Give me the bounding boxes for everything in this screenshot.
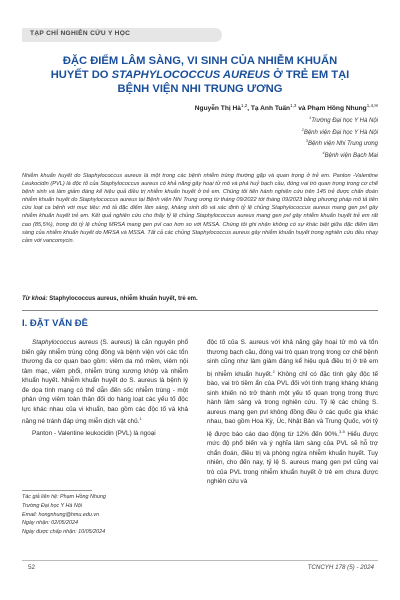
title-line-2-pre: HUYẾT DO bbox=[50, 69, 112, 81]
title-line-2 bbox=[40, 68, 360, 82]
affiliation-text: Bệnh viện Nhi Trung ương bbox=[307, 141, 378, 148]
footer-divider bbox=[22, 560, 378, 561]
keywords-label: Từ khoá: bbox=[22, 296, 48, 302]
author-list bbox=[150, 103, 378, 112]
paragraph: Panton - Valentine leukocidin (PVL) là ngoại bbox=[32, 429, 156, 437]
affiliation-num: 4 bbox=[322, 149, 325, 155]
affiliation-item bbox=[302, 149, 378, 161]
keywords-text: Staphylococcus aureus, nhiễm khuẩn huyết, trẻ em. bbox=[47, 296, 198, 302]
author-2-sup: 1,3 bbox=[290, 103, 297, 108]
article-title bbox=[40, 54, 360, 96]
citation: 3-5 bbox=[339, 428, 345, 434]
affiliation-item bbox=[302, 137, 378, 149]
affiliation-num: 2 bbox=[301, 126, 304, 132]
paragraph-text: độc tố của S. aureus với khả năng gây hoại tử mô và tổn thương bạch cầu, đóng vai trò quan trọng trong cơ chế bệnh sinh cũng như làm giảm đáng kể hiệu quả điều trị ở trẻ em bị nhiễm khuẩn huyết. bbox=[207, 339, 378, 378]
affiliation-num: 3 bbox=[305, 138, 308, 144]
title-line-2-post: Ở TRẺ EM TẠI bbox=[270, 69, 350, 81]
affiliation-text: Bệnh viện Đại học Y Hà Nội bbox=[303, 129, 378, 136]
title-species: STAPHYLOCOCCUS AUREUS bbox=[111, 69, 271, 81]
accepted-date: Ngày được chấp nhận: 10/05/2024 bbox=[22, 529, 106, 536]
paragraph bbox=[207, 338, 378, 487]
author-1-sup: 1,2 bbox=[240, 103, 248, 108]
paragraph bbox=[22, 338, 188, 427]
corresponding-institution: Trường Đại học Y Hà Nội bbox=[22, 502, 83, 509]
title-line-1: ĐẶC ĐIỂM LÂM SÀNG, VI SINH CỦA NHIỄM KHUẨN bbox=[62, 55, 338, 67]
affiliation-item bbox=[302, 114, 378, 126]
affiliation-text: Bệnh viện Bạch Mai bbox=[324, 152, 378, 159]
paragraph-text: Không chỉ có đặc tính gây độc tế bào, vai trò tiềm ẩn của PVL đối với tình trạng kháng kháng sinh khiến nó trở thành một yếu tố quan trọng trong thực hành lâm sàng và trong nghiên cứu. Tỷ lệ các chủng S. aureus mang gen pvl không đồng đều ở các quốc gia khác nhau, bao gồm Hoa Kỳ, Úc, Nhật Bản và Trung Quốc, với tỷ lệ được báo cáo dao động từ 12% đến 90%. bbox=[207, 370, 379, 438]
author-sep-1: , bbox=[247, 105, 251, 113]
corresponding-author: Tác giả liên hệ: Phạm Hồng Nhung bbox=[22, 494, 106, 500]
journal-header-bar bbox=[22, 28, 222, 42]
page-number: 52 bbox=[28, 564, 36, 571]
affiliation-list bbox=[302, 114, 378, 160]
species-name: Staphylococcus aureus bbox=[32, 339, 99, 346]
body-column-right bbox=[207, 338, 378, 489]
author-2: Tạ Anh Tuấn bbox=[250, 105, 291, 113]
paragraph-text: Hiểu được mức độ phổ biến và ý nghĩa lâm sàng của PVL sẽ hỗ trợ chẩn đoán, điều trị và phòng ngừa nhiễm khuẩn huyết. Tuy nhiên, cho đến nay, tỷ lệ S. aureus mang gen pvl cũng vai trò của PVL trong nhiễm khuẩn huyết ở trẻ em chưa được nghiên cứu và bbox=[207, 430, 378, 486]
section-divider bbox=[22, 310, 378, 311]
affiliation-text: Trường Đại học Y Hà Nội bbox=[311, 118, 378, 124]
keywords bbox=[22, 296, 378, 302]
affiliation-item bbox=[302, 126, 378, 138]
footer-journal: TCNCYH 178 (5) - 2024 bbox=[307, 564, 374, 571]
author-sep-2: và bbox=[296, 105, 308, 113]
footnote-divider bbox=[22, 490, 92, 491]
citation: 1 bbox=[139, 416, 142, 421]
journal-name: TẠP CHÍ NGHIÊN CỨU Y HỌC bbox=[30, 30, 131, 37]
envelope-icon: ✉ bbox=[374, 103, 378, 108]
footnotes bbox=[22, 493, 192, 537]
citation: 2 bbox=[272, 368, 275, 374]
affiliation-num: 1 bbox=[308, 115, 312, 120]
title-line-3: BỆNH VIỆN NHI TRUNG ƯƠNG bbox=[117, 83, 283, 95]
paragraph-text: (S. aureus) là căn nguyên phổ biến gây nhiễm trùng cộng đồng và bệnh viện với các tổn thương đa cơ quan bao gồm: viêm da mô mềm, viêm nội tâm mạc, viêm phổi, nhiễm trùng xương khớp và nhiễm khuẩn huyết. Nhiễm khuẩn huyết do S. aureus là bệnh lý đe dọa tính mạng có thể dẫn đến sốc nhiễm trùng - một phản ứng viêm toàn thân đối do hàng loạt các yếu tố độc lực khác nhau của vi khuẩn, bao gồm các độc tố và khả năng né tránh đáp ứng miễn dịch vật chủ. bbox=[22, 339, 188, 426]
author-1: Nguyễn Thị Hà bbox=[194, 105, 241, 113]
abstract: Nhiễm khuẩn huyết do Staphylococcus aureus là một trong các bệnh nhiễm trùng thường gặp và quan trọng ở trẻ em. Panton -Valentine Leukocidin (PVL) là độc tố của Staphylococcus aureus có khả năng gây hoại tử mô và phá huỷ bạch cầu, đóng vai trò quan trọng trong cơ chế bệnh sinh và làm giảm đáng kể hiệu quả điều trị nhiễm khuẩn huyết ở trẻ em. Chúng tôi tiến hành nghiên cứu trên 145 trẻ được chẩn đoán nhiễm khuẩn huyết do Staphylococcus aureus tại Bệnh viện Nhi Trung ương từ tháng 09/2022 tới tháng 09/2023 bằng phương pháp mô tả tiến cứu loạt ca bệnh với mục tiêu: mô tả đặc điểm lâm sàng, kháng sinh đồ và xác định tỷ lệ chủng Staphylococcus aureus mang gen pvl gây nhiễm khuẩn huyết trẻ em. Kết quả nghiên cứu cho thấy tỷ lệ chủng Staphylococcus aureus mang gen pvl gây nhiễm khuẩn huyết trẻ em rất cao (85,5%), trong đó tỷ lệ chủng MRSA mang gen pvl cao hơn so với MSSA. Chúng tôi ghi nhận không có sự khác biệt giữa đặc điểm lâm sàng của nhiễm khuẩn huyết do MRSA và MSSA. Tất cả các chủng Staphylococcus aureus gây nhiễm khuẩn huyết trong nghiên cứu đều nhạy cảm với vancomycin. bbox=[22, 173, 378, 244]
author-3-sup bbox=[367, 103, 378, 108]
author-3: Phạm Hồng Nhung bbox=[307, 105, 367, 113]
body-column-left bbox=[22, 338, 188, 440]
author-3-sup-num: 1,4, bbox=[366, 103, 375, 108]
received-date: Ngày nhận: 02/05/2024 bbox=[22, 520, 79, 527]
section-title: I. ĐẶT VẤN ĐỀ bbox=[22, 318, 88, 329]
corresponding-email: Email: hongnhung@hmu.edu.vn bbox=[22, 511, 100, 518]
